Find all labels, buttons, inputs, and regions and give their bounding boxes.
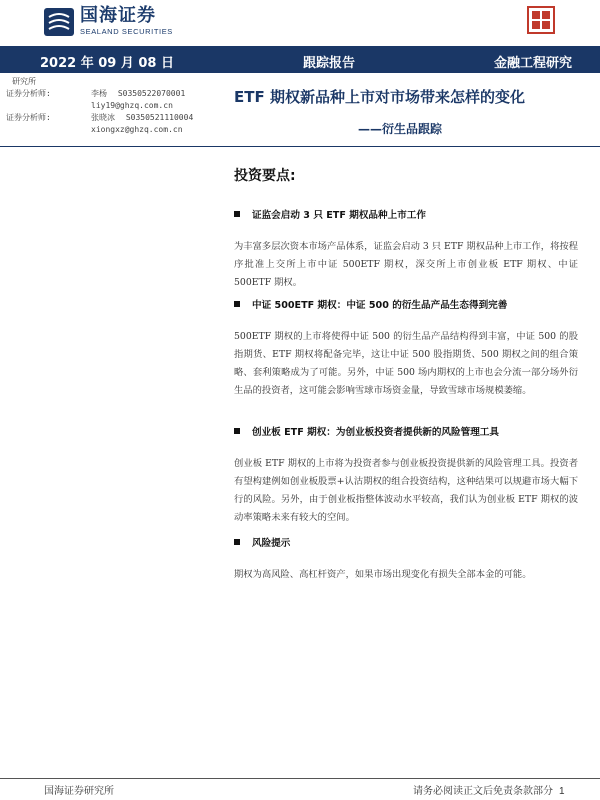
report-title: ETF 期权新品种上市对市场带来怎样的变化 <box>234 88 525 106</box>
bullet-square-icon <box>234 301 240 307</box>
key-point-body: 期权为高风险、高杠杆资产，如果市场出现变化有损失全部本金的可能。 <box>234 569 532 580</box>
analyst-name: 张晓冰 <box>91 113 115 122</box>
report-type: 跟踪报告 <box>303 56 356 71</box>
key-point <box>234 297 578 400</box>
key-point <box>234 424 578 527</box>
footer-disclaimer <box>413 782 565 797</box>
bullet-square-icon <box>234 428 240 434</box>
analyst-cert: S0350521110004 <box>125 113 194 122</box>
bullet-square-icon <box>234 211 240 217</box>
footer-disclaimer-text: 请务必阅读正文后免责条款部分 <box>413 786 553 797</box>
key-point-body: 创业板 ETF 期权的上市将为投资者参与创业板投资提供新的风险管理工具。投资者有望构建例如创业板股票+认沽期权的组合投资结构，这种结果可以规避市场大幅下行的风险。另外，由于创业板指整体波动水平较高，我们认为创业板 ETF 期权的波动率策略未来有较大的空间。 <box>234 458 578 523</box>
report-seal-icon <box>527 6 555 34</box>
key-point-title: 风险提示 <box>252 538 291 549</box>
brand-logo <box>44 7 173 36</box>
analyst-cert: S0350522070001 <box>117 89 186 98</box>
analyst-email[interactable]: liy19@ghzq.com.cn <box>91 101 173 110</box>
key-points-heading: 投资要点: <box>234 168 296 184</box>
key-point-title: 中证 500ETF 期权：中证 500 的衍生品产品生态得到完善 <box>252 300 508 311</box>
sealand-logo-icon <box>44 8 74 36</box>
analyst-email[interactable]: xiongxz@ghzq.com.cn <box>91 125 183 134</box>
key-point <box>234 207 578 292</box>
report-department: 金融工程研究 <box>494 56 573 71</box>
analyst-role: 证券分析师: <box>6 113 51 122</box>
brand-name-cn: 国海证券 <box>80 5 156 26</box>
report-date: 2022 年 09 月 08 日 <box>40 56 174 71</box>
footer-divider <box>0 778 600 779</box>
analyst-info <box>6 76 206 136</box>
key-point <box>234 535 578 584</box>
report-header-bar <box>0 46 600 73</box>
key-point-body: 为丰富多层次资本市场产品体系，证监会启动 3 只 ETF 期权品种上市工作，将按程序批准上交所上市中证 500ETF 期权，深交所上市创业板 ETF 期权、中证 500ETF 期权。 <box>234 241 578 288</box>
report-subtitle: ——衍生品跟踪 <box>358 122 443 136</box>
key-point-title: 创业板 ETF 期权：为创业板投资者提供新的风险管理工具 <box>252 427 499 438</box>
research-team-label: 研究所 <box>12 77 36 86</box>
key-point-title: 证监会启动 3 只 ETF 期权品种上市工作 <box>252 210 426 221</box>
analyst-name: 李杨 <box>91 89 107 98</box>
header-divider <box>0 146 600 147</box>
analyst-role: 证券分析师: <box>6 89 51 98</box>
page-number: 1 <box>559 786 565 797</box>
footer-institute: 国海证券研究所 <box>44 786 114 797</box>
key-point-body: 500ETF 期权的上市将使得中证 500 的衍生品产品结构得到丰富，中证 500 的股指期货、ETF 期权将配备完毕，这让中证 500 股指期货、500 期权之间的组合策略、套利策略成为了可能。另外，中证 500 场内期权的上市也会分流一部分场外衍生品的投资者，这可能会影响雪球市场资金量，导致雪球市场规模萎缩。 <box>234 331 578 396</box>
brand-name-en: SEALAND SECURITIES <box>80 27 173 36</box>
bullet-square-icon <box>234 539 240 545</box>
